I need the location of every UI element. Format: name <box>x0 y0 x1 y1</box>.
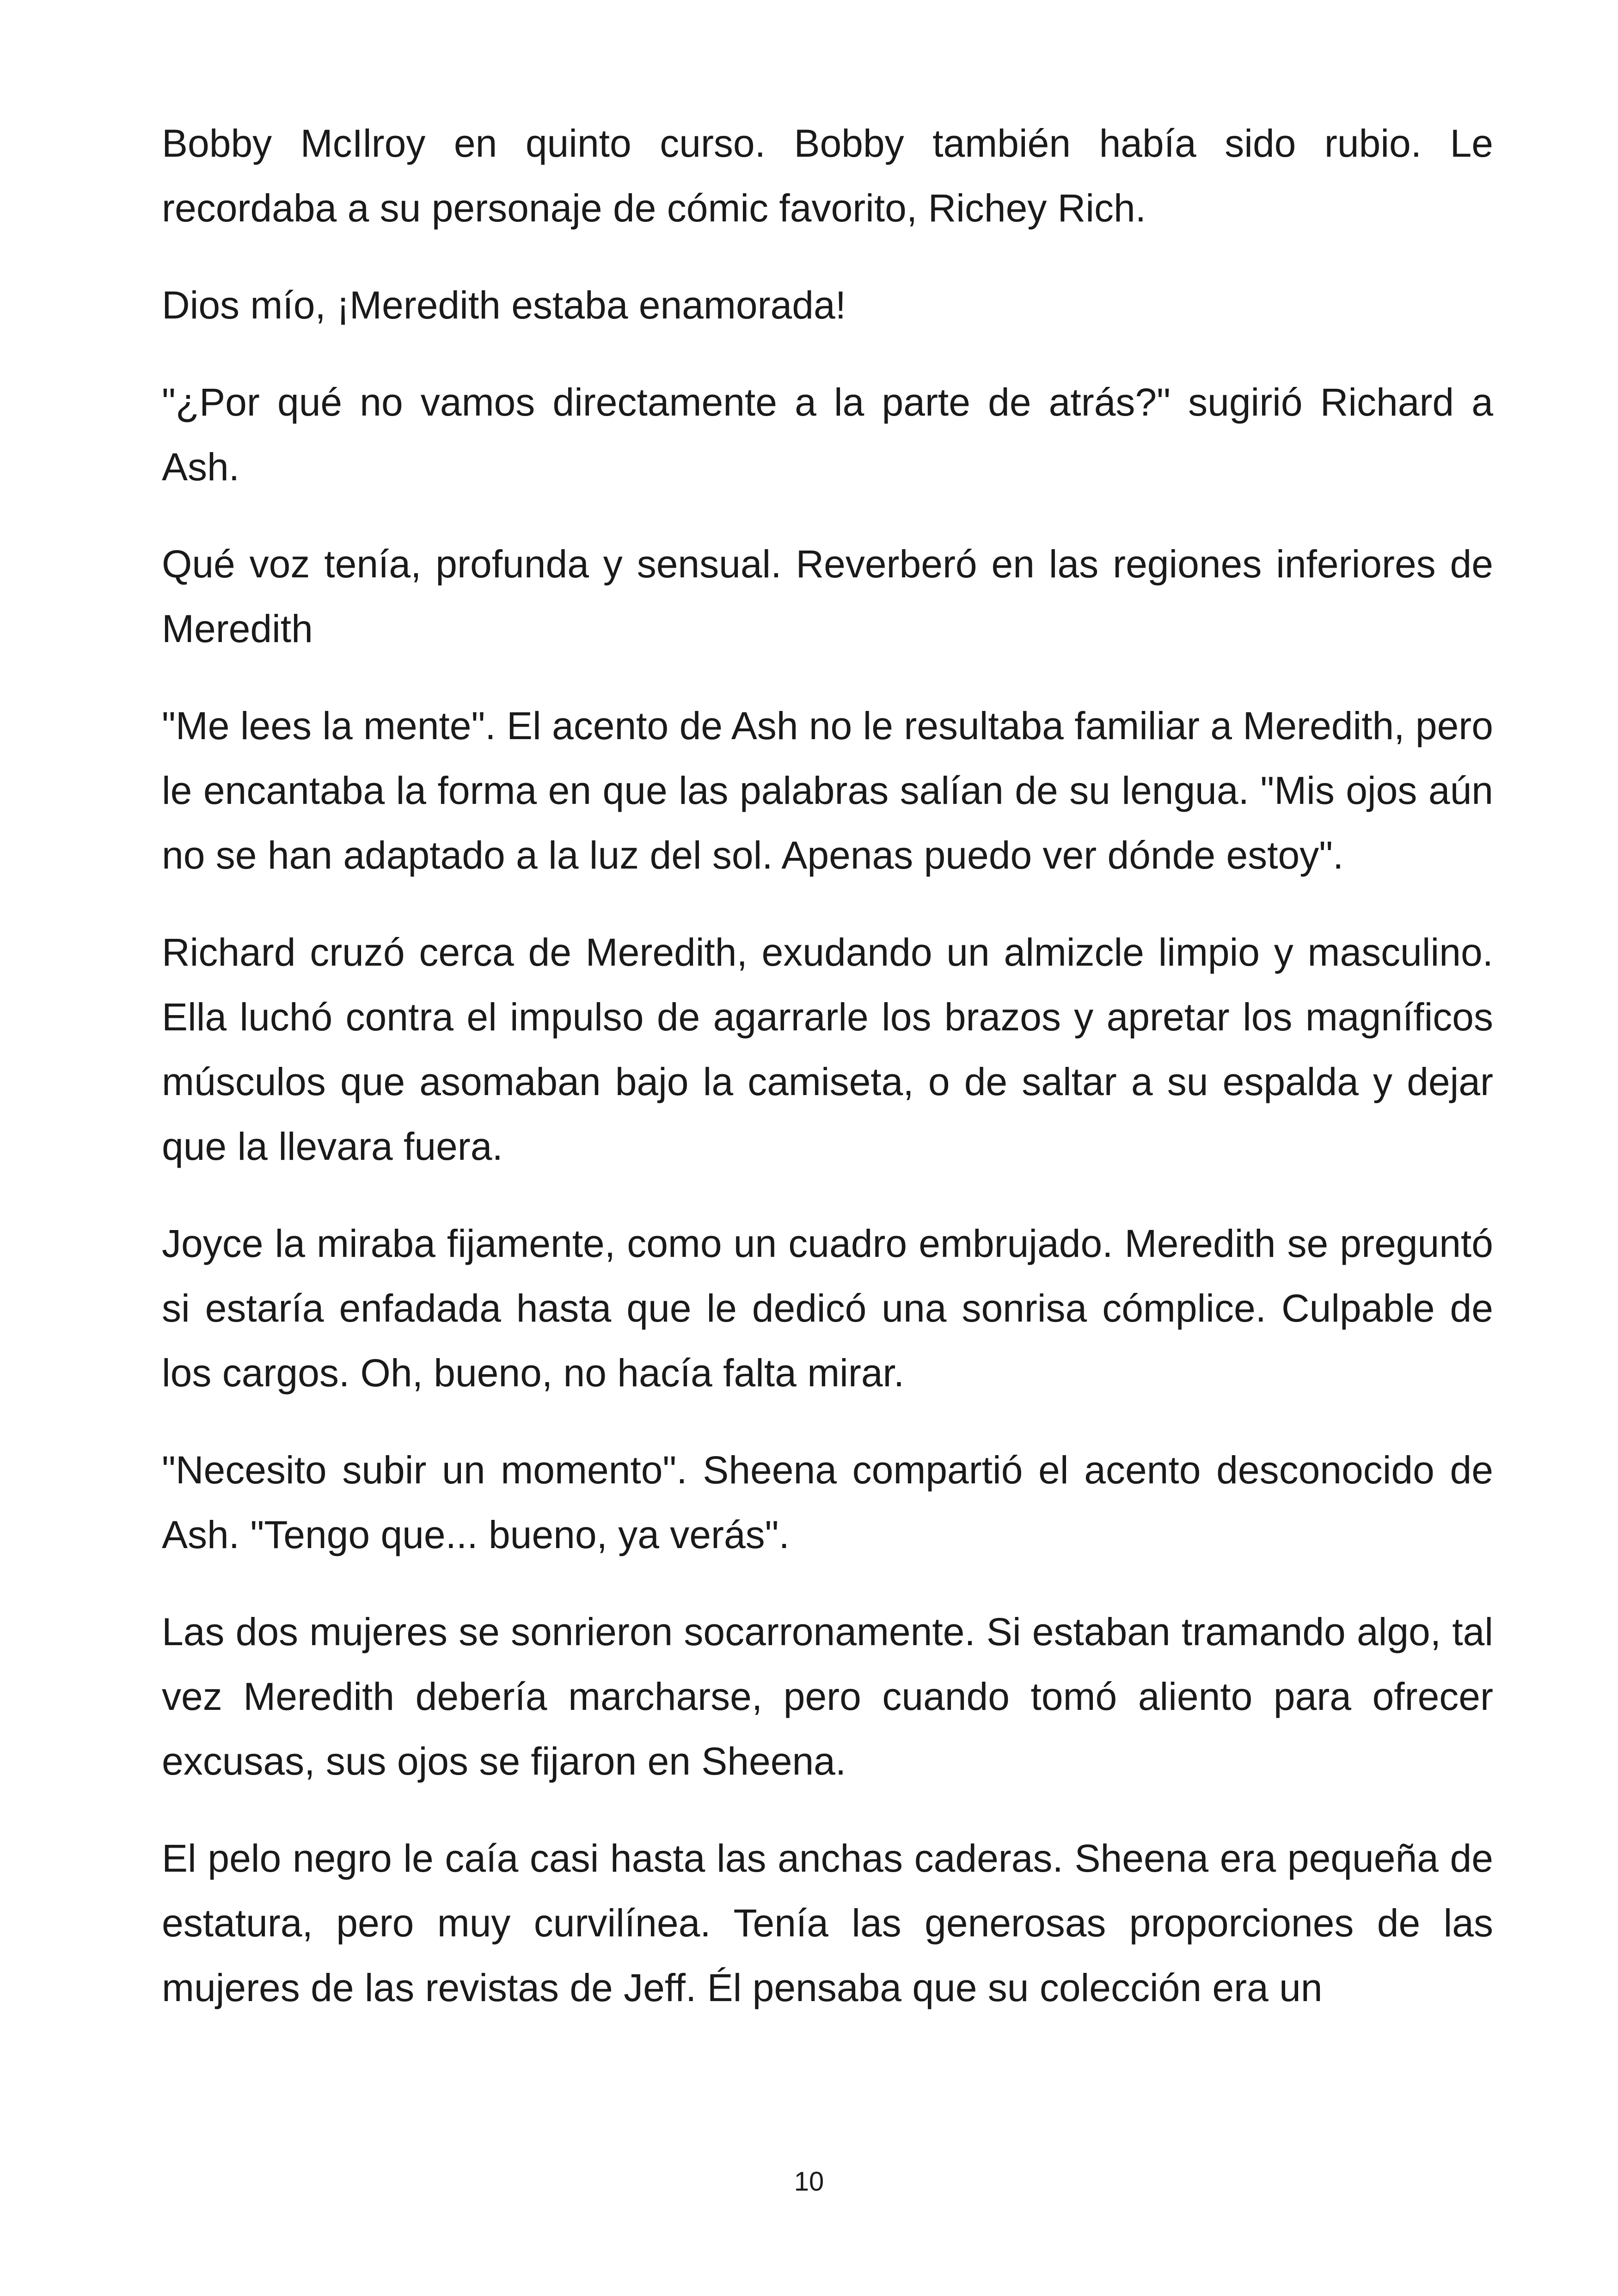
paragraph: El pelo negro le caía casi hasta las anchas caderas. Sheena era pequeña de estatura, pero muy curvilínea. Tenía las generosas proporciones de las mujeres de las revistas de Jeff. Él pensaba que su colección era un <box>162 1837 1493 2009</box>
page-number: 10 <box>794 2167 824 2197</box>
paragraph: Bobby McIlroy en quinto curso. Bobby también había sido rubio. Le recordaba a su personaje de cómic favorito, Richey Rich. <box>162 122 1493 230</box>
paragraph: "Necesito subir un momento". Sheena compartió el acento desconocido de Ash. "Tengo que... bueno, ya verás". <box>162 1448 1493 1556</box>
body-text <box>162 111 1493 2052</box>
paragraph: Qué voz tenía, profunda y sensual. Reverberó en las regiones inferiores de Meredith <box>162 542 1493 650</box>
paragraph: Las dos mujeres se sonrieron socarronamente. Si estaban tramando algo, tal vez Meredith debería marcharse, pero cuando tomó aliento para ofrecer excusas, sus ojos se fijaron en Sheena. <box>162 1610 1493 1783</box>
paragraph: Joyce la miraba fijamente, como un cuadro embrujado. Meredith se preguntó si estaría enfadada hasta que le dedicó una sonrisa cómplice. Culpable de los cargos. Oh, bueno, no hacía falta mirar. <box>162 1222 1493 1395</box>
paragraph: Dios mío, ¡Meredith estaba enamorada! <box>162 283 846 327</box>
paragraph: "Me lees la mente". El acento de Ash no le resultaba familiar a Meredith, pero le encantaba la forma en que las palabras salían de su lengua. "Mis ojos aún no se han adaptado a la luz del sol. Apenas puedo ver dónde estoy". <box>162 704 1493 877</box>
paragraph: "¿Por qué no vamos directamente a la parte de atrás?" sugirió Richard a Ash. <box>162 380 1493 489</box>
paragraph: Richard cruzó cerca de Meredith, exudando un almizcle limpio y masculino. Ella luchó contra el impulso de agarrarle los brazos y apretar los magníficos músculos que asomaban bajo la camiseta, o de saltar a su espalda y dejar que la llevara fuera. <box>162 931 1493 1168</box>
